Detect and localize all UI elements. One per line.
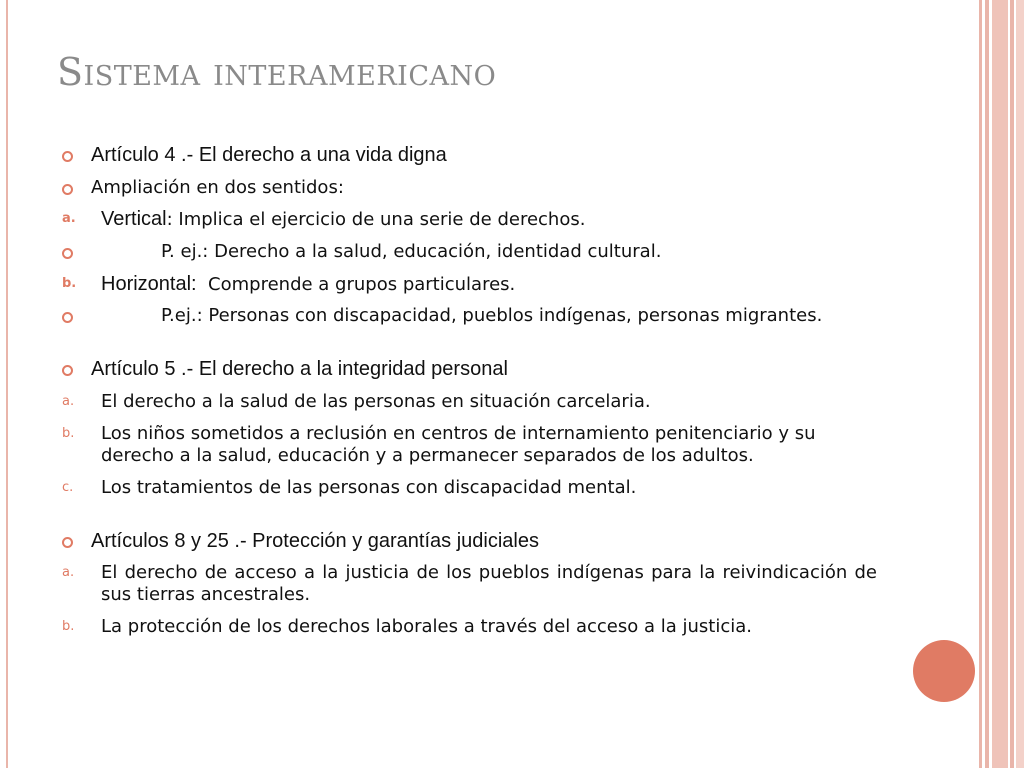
list-marker: c. [62, 479, 74, 495]
section1-item-b [62, 273, 877, 296]
list-marker: b. [62, 275, 77, 291]
section3-item-a [62, 562, 877, 606]
bullet-ring-icon [62, 537, 73, 548]
bullet-ring-icon [62, 151, 73, 162]
stripe-1 [979, 0, 982, 768]
section2-item-b [62, 423, 877, 467]
section2-item-a [62, 391, 877, 413]
slide-title: Sistema interamericano [57, 50, 497, 94]
slide-body [62, 144, 877, 638]
section1-heading-text: Artículo 4 .- El derecho a una vida digna [91, 144, 447, 166]
bullet-ring-icon [62, 312, 73, 323]
section1-intro [62, 177, 877, 199]
left-border-line [6, 0, 8, 768]
bullet-ring-icon [62, 184, 73, 195]
section1-item-a [62, 208, 877, 231]
section1-heading [62, 144, 877, 167]
list-item-text: El derecho a la salud de las personas en situación carcelaria. [101, 391, 651, 413]
list-item-text: La protección de los derechos laborales a través del acceso a la justicia. [101, 615, 752, 637]
section2-heading-text: Artículo 5 .- El derecho a la integridad personal [91, 358, 508, 381]
section3-heading [62, 530, 877, 553]
bullet-ring-icon [62, 365, 73, 376]
stripe-5 [1016, 0, 1024, 768]
section1-example-b [62, 305, 877, 327]
stripe-3 [992, 0, 1008, 768]
list-marker: a. [62, 565, 75, 581]
stripe-4 [1010, 0, 1014, 768]
right-decorative-stripes [979, 0, 1024, 768]
list-marker: a. [62, 211, 76, 227]
list-marker: b. [62, 425, 75, 441]
list-marker: a. [62, 394, 75, 410]
item-b-term: Horizontal: [101, 272, 197, 295]
list-item-text: Los tratamientos de las personas con discapacidad mental. [101, 476, 637, 498]
bullet-ring-icon [62, 248, 73, 259]
section2-item-c [62, 477, 877, 499]
list-marker: b. [62, 618, 75, 634]
section1-intro-text: Ampliación en dos sentidos: [91, 176, 344, 198]
section3-item-b [62, 616, 877, 638]
item-b-text: Comprende a grupos particulares. [196, 273, 516, 295]
example-a-text: P. ej.: Derecho a la salud, educación, identidad cultural. [161, 241, 662, 263]
stripe-2 [985, 0, 989, 768]
section1-example-a [62, 241, 877, 263]
item-a-text: : Implica el ejercicio de una serie de derechos. [166, 209, 586, 231]
example-b-text: P.ej.: Personas con discapacidad, pueblos indígenas, personas migrantes. [161, 305, 823, 327]
section2-heading [62, 358, 877, 381]
list-item-text: Los niños sometidos a reclusión en centros de internamiento penitenciario y su derecho a la salud, educación y a permanecer separados de los adultos. [101, 422, 816, 466]
section3-heading-text: Artículos 8 y 25 .- Protección y garantías judiciales [91, 529, 539, 552]
list-item-text: El derecho de acceso a la justicia de los pueblos indígenas para la reivindicación de sus tierras ancestrales. [101, 562, 877, 606]
decorative-circle-icon [913, 640, 975, 702]
item-a-term: Vertical [101, 208, 167, 231]
